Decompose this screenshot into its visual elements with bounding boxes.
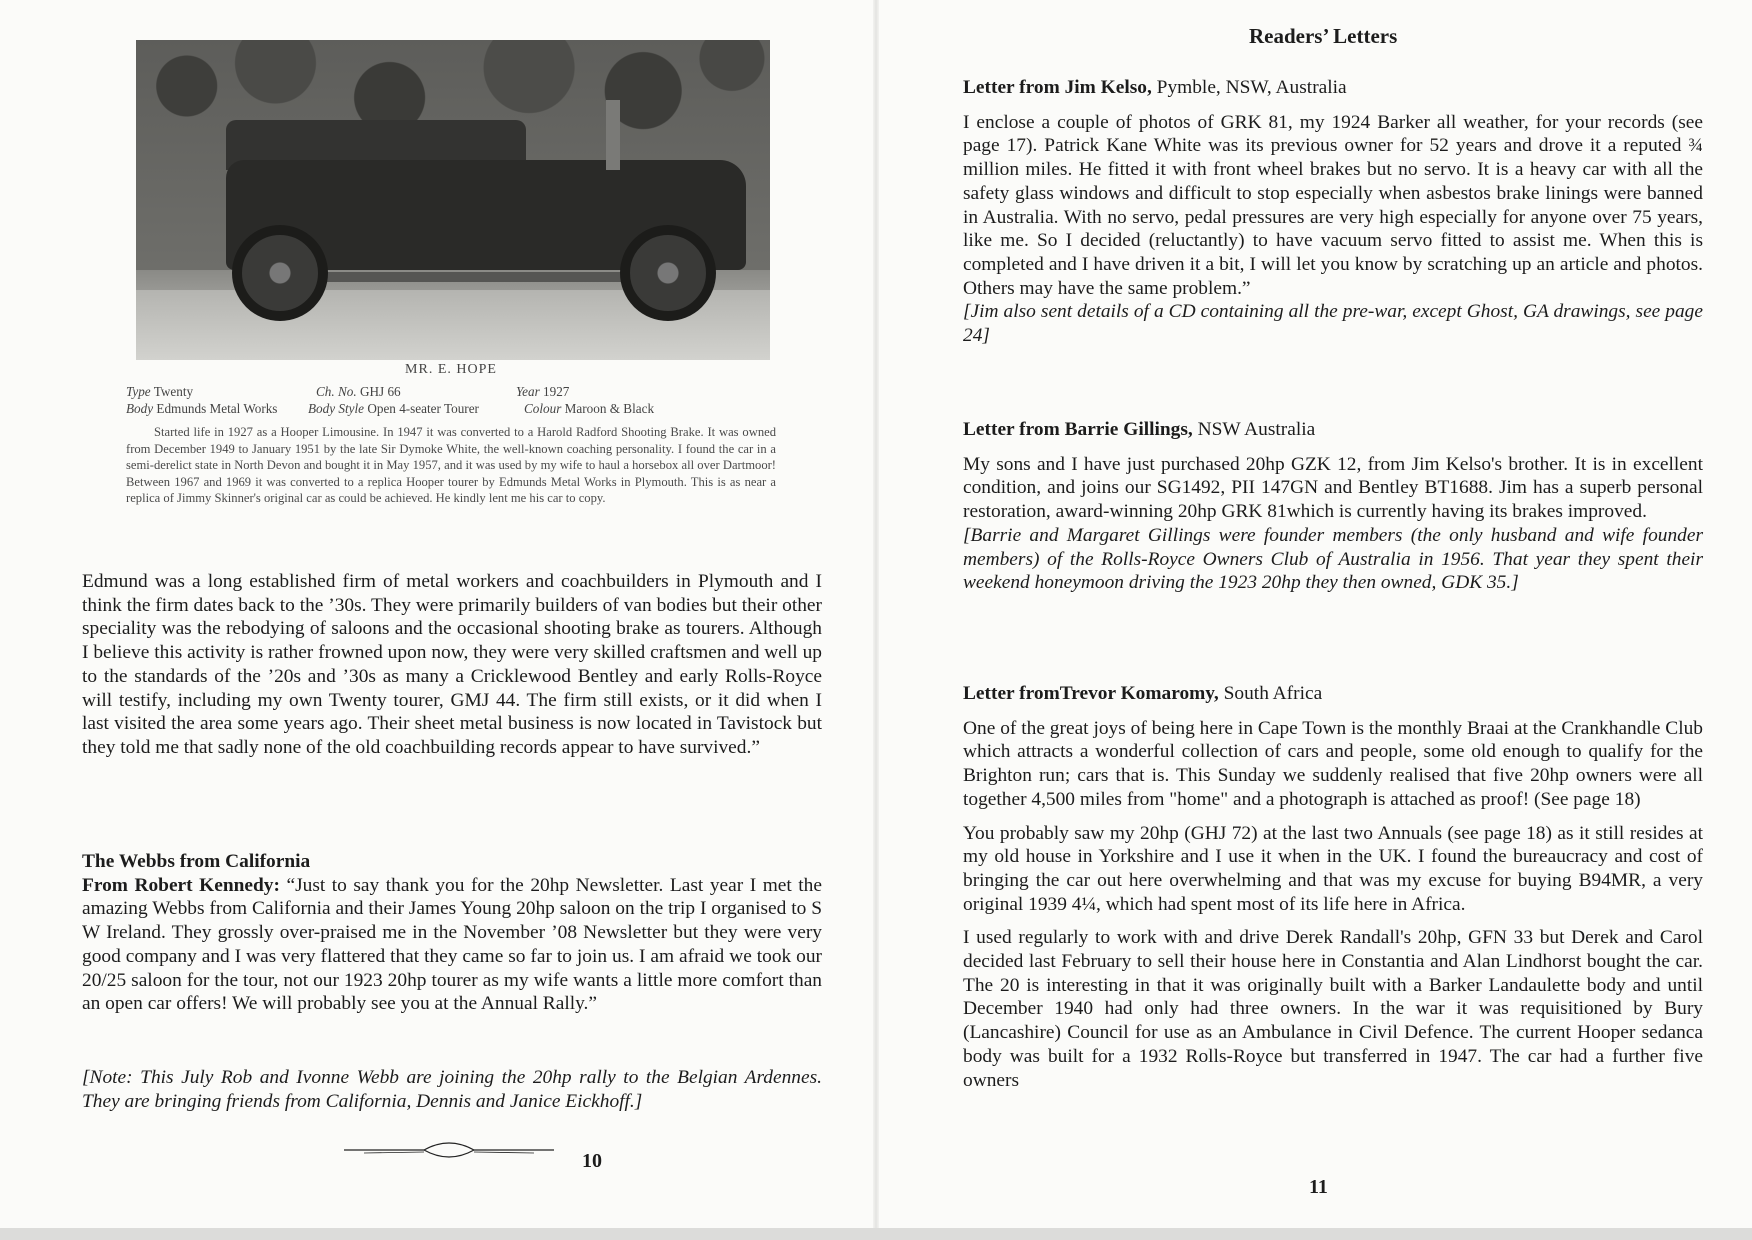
car-front-wheel	[232, 225, 328, 321]
letter-location: NSW Australia	[1192, 419, 1316, 440]
caption-spec-row-1	[126, 384, 776, 401]
spec-colour-value: Maroon & Black	[564, 401, 655, 416]
webbs-note	[82, 1066, 822, 1113]
letter-jim-kelso	[963, 76, 1703, 348]
letter-paragraph: My sons and I have just purchased 20hp GZK 12, from Jim Kelso's brother. It is in excellent condition, and joins our SG1492, PII 147GN and Bentley BT1688. Jim has a superb personal restoration, award-winning 20hp GRK 81which is currently having its brakes improved.	[963, 453, 1703, 523]
letter-header	[963, 418, 1703, 442]
letter-location: South Africa	[1218, 683, 1323, 704]
letter-paragraph: I enclose a couple of photos of GRK 81, my 1924 Barker all weather, for your records (see page 17). Patrick Kane White was its previous owner for 52 years and drove it a reputed ¾ million miles. He fitted it with front wheel brakes but no servo. It is a heavy car with all the safety glass windows and difficult to stop especially when asbestos brake linings were banned in Australia. With no servo, pedal pressures are very high especially for anyone over 75 years, like me. So I decided (reluctantly) to have vacuum servo fitted to assist me. When this is completed and I have driven it a bit, I will let you know by scratching up an article and photos. Others may have the same problem.”	[963, 111, 1703, 299]
spec-year-value: 1927	[543, 384, 570, 399]
vintage-car-photo	[136, 40, 770, 360]
page-number-left: 10	[582, 1150, 602, 1172]
letter-from: Letter fromTrevor Komaromy,	[963, 683, 1219, 704]
left-page	[0, 0, 873, 1228]
letter-paragraph: I used regularly to work with and drive Derek Randall's 20hp, GFN 33 but Derek and Carol decided last February to sell their house here in Constantia and Alan Lindhorst bought the car. The 20 is interesting in that it was originally built with a Barker Landaulette body and until December 1940 had only had three owners. In the war it was requisitioned by Bury (Lancashire) Council for use as an Ambulance in Civil Defence. The current Hooper sedanca body was built for a 1932 Rolls-Royce but transferred in 1947. The car had a further five owners	[963, 927, 1703, 1091]
letter-paragraph: One of the great joys of being here in Cape Town is the monthly Braai at the Crankhandle Club which attracts a wonderful collection of cars and people, some old enough to qualify for the Brighton run; cars that is. This Sunday we suddenly realised that five 20hp owners were all together 4,500 miles from "home" and a photograph is attached as proof! (See page 18)	[963, 717, 1703, 810]
webbs-section	[82, 850, 822, 1016]
webbs-note-text: [Note: This July Rob and Ivonne Webb are joining the 20hp rally to the Belgian Ardennes. They are bringing friends from California, Dennis and Janice Eickhoff.]	[82, 1067, 822, 1112]
spec-chassis-value: GHJ 66	[359, 384, 401, 399]
letter-trevor-komaromy	[963, 682, 1703, 1092]
spec-body-style-label: Body Style	[308, 401, 365, 416]
letter-from: Letter from Jim Kelso,	[963, 77, 1152, 98]
edmunds-article-paragraph	[82, 570, 822, 760]
spec-type-label: Type	[126, 384, 151, 399]
webbs-from-label: From Robert Kennedy:	[82, 874, 280, 896]
page-bottom-edge	[0, 1228, 1752, 1240]
ornament-divider	[344, 1138, 554, 1162]
letter-header	[963, 76, 1703, 100]
letter-note: [Barrie and Margaret Gillings were founder members (the only husband and wife founder members) of the Rolls-Royce Owners Club of Australia in 1956. That year they spent their weekend honeymoon driving the 1923 20hp they then owned, GDK 35.]	[963, 524, 1703, 594]
caption-spec-row-2	[126, 401, 776, 418]
car-rear-wheel	[620, 225, 716, 321]
car-windscreen	[606, 100, 620, 170]
webbs-heading: The Webbs from California	[82, 851, 311, 872]
spec-body-style-value: Open 4-seater Tourer	[367, 401, 479, 416]
webbs-paragraph	[82, 874, 822, 1016]
caption-text: Started life in 1927 as a Hooper Limousine. In 1947 it was converted to a Harold Radford Shooting Brake. It was owned from December 1949 to January 1951 by the late Sir Dymoke White, the well-known coaching personality. I found the car in a semi-derelict state in North Devon and bought it in May 1957, and it was used by my wife to haul a horsebox all over Dartmoor! Between 1967 and 1969 it was converted to a replica Hooper tourer by Edmunds Metal Works in Plymouth. This is as near a replica of Jimmy Skinner's original car as could be achieved. He kindly lent me his car to copy.	[126, 425, 776, 506]
letter-note: [Jim also sent details of a CD containing all the pre-war, except Ghost, GA drawings, see page 24]	[963, 301, 1703, 347]
spec-body-value: Edmunds Metal Works	[156, 401, 278, 416]
spec-year-label: Year	[516, 384, 540, 399]
edmunds-paragraph-text: Edmund was a long established firm of metal workers and coachbuilders in Plymouth and I think the firm dates back to the ’30s. They were primarily builders of van bodies but their other speciality was the rebodying of saloons and the occasional shooting brake as tourers. Although I believe this activity is rather frowned upon now, they were very skilled craftsmen and well up to the standards of the ’20s and ’30s as many a Cricklewood Bentley and early Rolls-Royce will testify, including my own Twenty tourer, GMJ 44. The firm still exists, or it did when I last visited the area some years ago. Their sheet metal business is now located in Tavistock but they told me that sadly none of the old coachbuilding records appear to have survived.”	[82, 571, 822, 758]
letter-location: Pymble, NSW, Australia	[1151, 77, 1347, 98]
letter-barrie-gillings	[963, 418, 1703, 595]
car-running-board	[306, 272, 626, 282]
photo-caption	[126, 362, 776, 507]
letter-paragraph: You probably saw my 20hp (GHJ 72) at the last two Annuals (see page 18) as it still resides at my old house in Yorkshire and I use it when in the UK. I found the bureaucracy and cost of bringing the car out here overwhelming and that was my excuse for buying B94MR, a very original 1939 4¼, which had spent most of its life here in Africa.	[963, 822, 1703, 915]
spec-chassis-label: Ch. No.	[316, 384, 357, 399]
spec-colour-label: Colour	[524, 401, 562, 416]
page-number-right: 11	[1309, 1176, 1328, 1198]
letter-from: Letter from Barrie Gillings,	[963, 419, 1193, 440]
spec-body-label: Body	[126, 401, 154, 416]
right-page	[879, 0, 1752, 1228]
letter-header	[963, 682, 1703, 706]
webbs-paragraph-text: “Just to say thank you for the 20hp Newsletter. Last year I met the amazing Webbs from California and their James Young 20hp saloon on the trip I organised to S W Ireland. They grossly over-praised me in the November ’08 Newsletter but they were very good company and I was very flattered that they came so far to join us. I am afraid we took our 20/25 saloon for the tour, not our 1923 20hp tourer as my wife wants a little more comfort than an open car offers! We will probably see you at the Annual Rally.”	[82, 874, 822, 1015]
spec-type-value: Twenty	[153, 384, 194, 399]
caption-title: MR. E. HOPE	[405, 362, 497, 377]
readers-letters-heading: Readers’ Letters	[1249, 24, 1398, 48]
